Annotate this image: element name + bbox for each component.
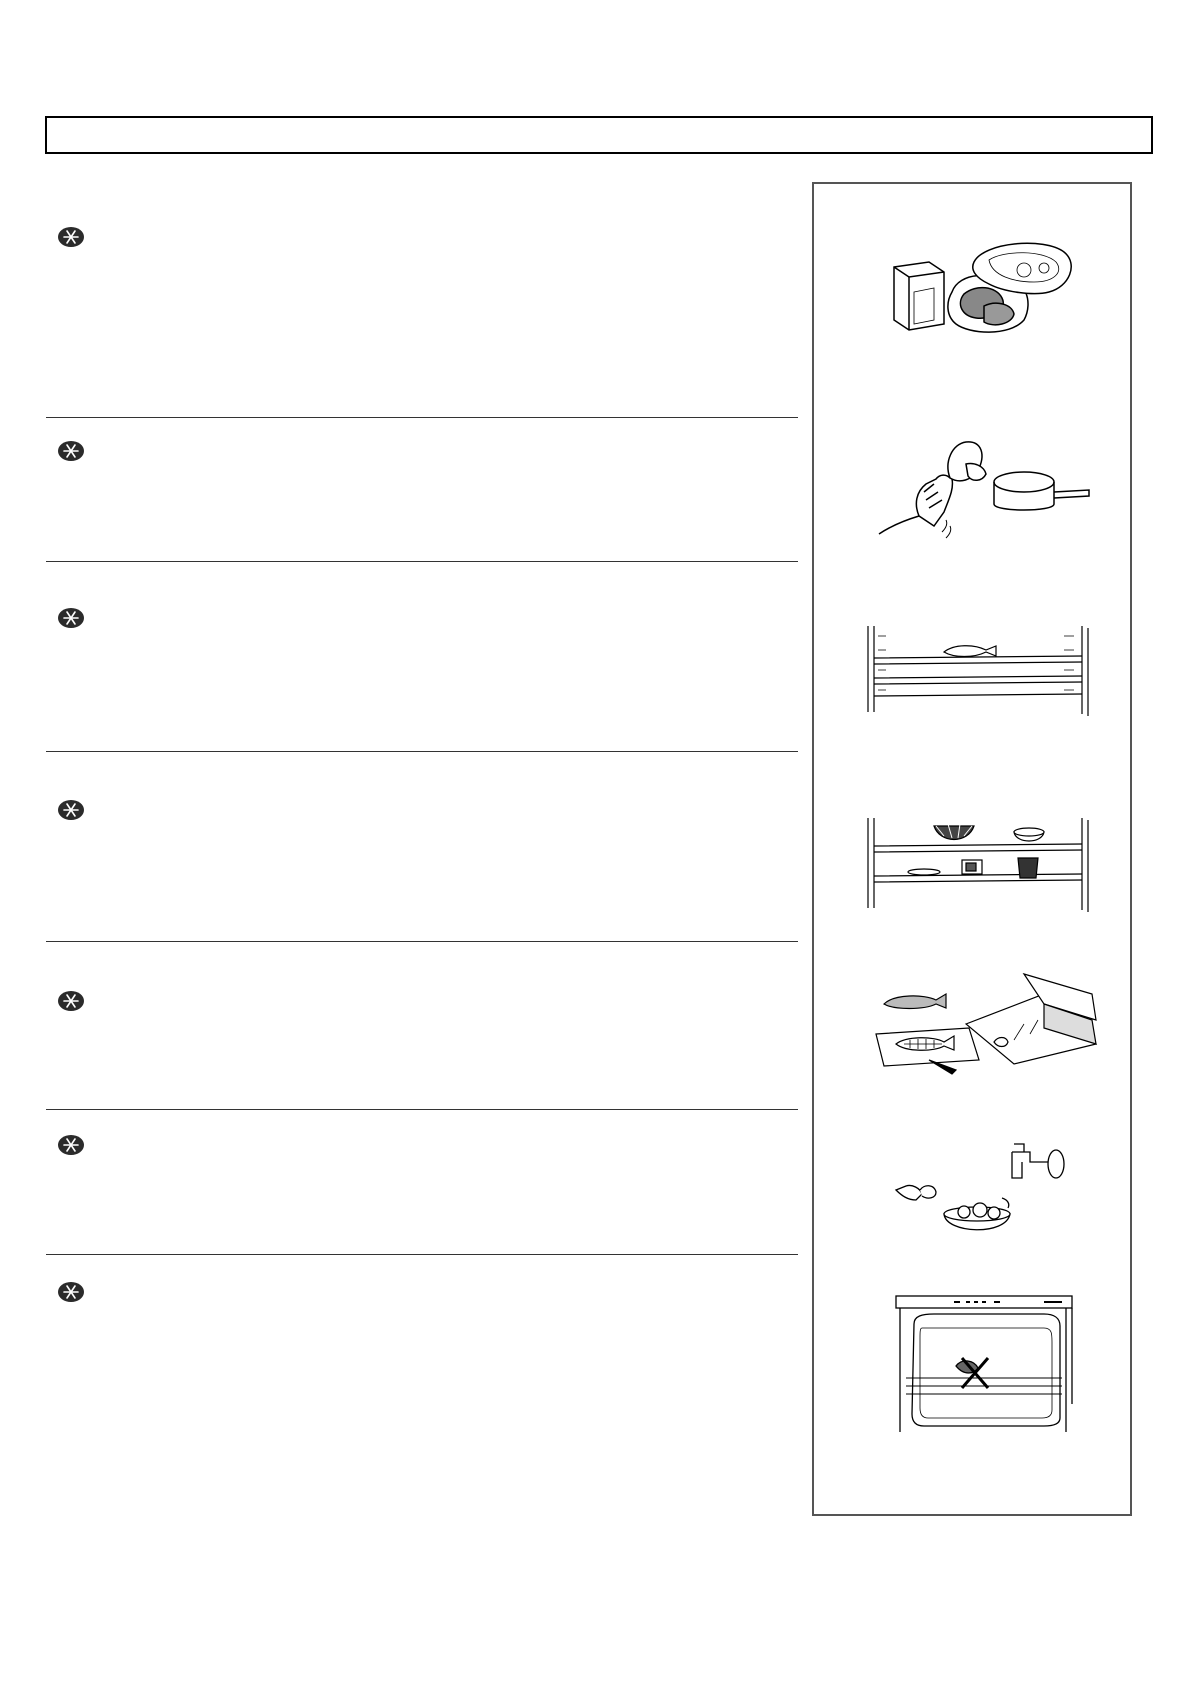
illustration-panel [812, 182, 1132, 1516]
hand-placing-food-beside-pan-illustration [874, 434, 1094, 544]
section-divider [46, 751, 798, 752]
food-containers-on-shelves-illustration [864, 816, 1094, 916]
section-divider [46, 1254, 798, 1255]
section-divider [46, 941, 798, 942]
instruction-section-1 [46, 224, 798, 414]
section-divider [46, 1109, 798, 1110]
instruction-section-5 [46, 988, 798, 1108]
washing-produce-under-tap-illustration [894, 1134, 1094, 1259]
snowflake-bullet-icon [56, 1134, 86, 1156]
instruction-section-7 [46, 1279, 798, 1479]
snowflake-bullet-icon [56, 440, 86, 462]
instruction-section-3 [46, 605, 798, 745]
snowflake-bullet-icon [56, 226, 86, 248]
fish-on-fridge-shelf-illustration [864, 624, 1094, 719]
section-title-box [45, 116, 1153, 154]
snowflake-bullet-icon [56, 1281, 86, 1303]
section-divider [46, 561, 798, 562]
snowflake-bullet-icon [56, 990, 86, 1012]
snowflake-bullet-icon [56, 799, 86, 821]
snowflake-bullet-icon [56, 607, 86, 629]
fish-cutting-board-and-foil-box-illustration [874, 964, 1104, 1084]
instruction-section-2 [46, 438, 798, 558]
wrapped-food-packages-illustration [884, 232, 1094, 342]
instruction-section-6 [46, 1132, 798, 1252]
instruction-section-4 [46, 797, 798, 937]
section-divider [46, 417, 798, 418]
crossed-out-food-in-fridge-illustration [894, 1294, 1084, 1434]
